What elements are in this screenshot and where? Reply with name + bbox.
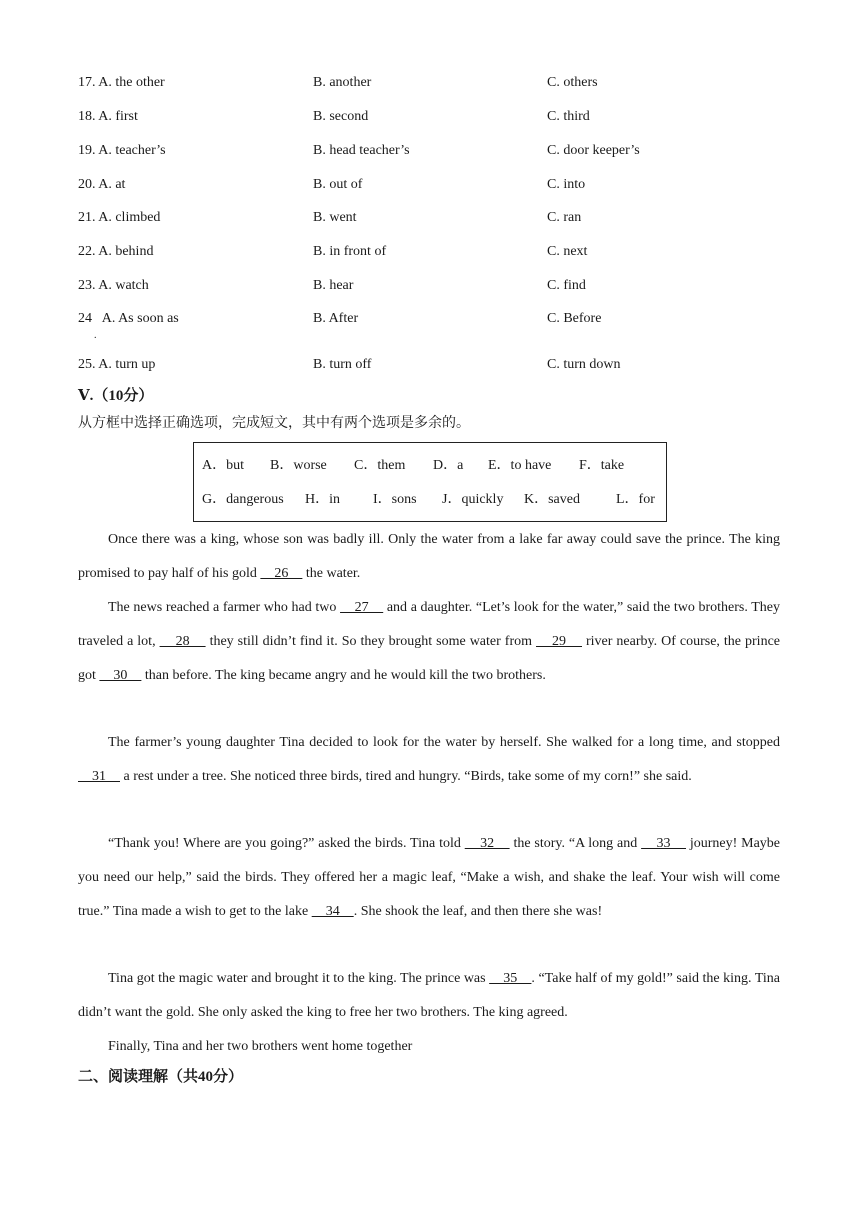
blank-27: 27 (340, 600, 384, 615)
word-option: D．a (433, 458, 464, 473)
option-row-24 (78, 309, 798, 341)
passage-text: the story. “A long and (509, 836, 642, 851)
option-row-25 (78, 355, 798, 375)
passage-text: they still didn’t find it. So they brought some water from (205, 633, 536, 649)
option-a: 19. A. teacher’s (78, 143, 166, 158)
passage-text: Tina got the magic water and brought it to the king. The prince was (108, 971, 490, 986)
passage-paragraph-2 (78, 591, 780, 692)
passage-paragraph-6: Finally, Tina and her two brothers went home together (108, 1039, 413, 1054)
option-b: B. hear (313, 278, 354, 293)
blank-35: 35 (489, 971, 532, 986)
option-a: 17. A. the other (78, 75, 165, 90)
word-option: E．to have (488, 458, 552, 473)
option-row-17 (78, 73, 798, 93)
option-row-19 (78, 141, 798, 161)
blank-26: 26 (260, 565, 303, 581)
blank-34: 34 (311, 903, 354, 919)
option-b: B. another (313, 75, 372, 90)
option-row-21 (78, 208, 798, 228)
option-b: B. went (313, 210, 357, 225)
passage-text: The news reached a farmer who had two (108, 600, 341, 615)
option-b: B. After (313, 311, 359, 326)
passage-text: “Thank you! Where are you going?” asked the birds. Tina told (108, 836, 465, 851)
option-a: 24 A. As soon as (78, 311, 179, 326)
option-row-20 (78, 175, 798, 195)
passage-text: river nearby. Of course, the prince got (78, 633, 780, 683)
option-c: C. turn down (547, 357, 621, 372)
word-option: L．for (616, 492, 655, 507)
option-a: 18. A. first (78, 109, 138, 124)
blank-30: 30 (99, 667, 142, 683)
option-b: B. turn off (313, 357, 372, 372)
option-row-23 (78, 276, 798, 296)
passage-paragraph-3 (78, 726, 780, 794)
option-row-22 (78, 242, 798, 262)
option-c: C. into (547, 177, 586, 192)
word-option: F．take (579, 458, 625, 473)
option-a: 23. A. watch (78, 278, 149, 293)
blank-31: 31 (78, 768, 120, 784)
word-option: C．them (354, 458, 406, 473)
passage-text: . She shook the leaf, and then there she was! (353, 903, 603, 919)
option-b: B. second (313, 109, 369, 124)
passage-text: and a daughter. “Let’s look for the water,” said the two brothers. They traveled a lot, (78, 600, 781, 649)
passage-text: The farmer’s young daughter Tina decided to look for the water by herself. She walked for a long time, and stopped (108, 735, 780, 750)
section-heading: 二、阅读理解（共40分） (78, 1069, 244, 1085)
option-c: C. Before (547, 311, 602, 326)
option-b: B. in front of (313, 244, 387, 259)
option-a: 22. A. behind (78, 244, 154, 259)
passage-text: the water. (302, 565, 361, 581)
option-c: C. others (547, 75, 598, 90)
blank-32: 32 (464, 836, 510, 851)
passage-text: a rest under a tree. She noticed three birds, tired and hungry. “Birds, take some of my corn!” she said. (120, 768, 692, 784)
blank-29: 29 (536, 633, 582, 649)
word-option: G．dangerous (202, 492, 284, 507)
passage-text: journey! Maybe you need our help,” said the birds. They offered her a magic leaf, “Make a wish, and shake the leaf. Your wish will come true.” Tina made a wish to get to the lake (78, 836, 781, 919)
passage-text: . “Take half of my gold!” said the king. Tina didn’t want the gold. She only asked the king to free her two brothers. The king agreed. (78, 971, 780, 1020)
section-heading: Ⅴ.（10分） (78, 388, 154, 404)
word-option: H．in (305, 492, 340, 507)
passage-paragraph-5 (78, 962, 780, 1030)
passage-text: than before. The king became angry and he would kill the two brothers. (141, 667, 546, 683)
option-a: 21. A. climbed (78, 210, 161, 225)
option-a: 20. A. at (78, 177, 126, 192)
section-instruction: 从方框中选择正确选项，完成短文，其中有两个选项是多余的。 (78, 416, 470, 431)
option-c: C. next (547, 244, 588, 259)
option-c: C. find (547, 278, 586, 293)
passage-paragraph-1 (78, 523, 780, 591)
option-c: C. third (547, 109, 590, 124)
word-box (193, 442, 667, 522)
word-option: B．worse (270, 458, 327, 473)
word-option: J．quickly (442, 492, 504, 507)
stray-dot: . (94, 330, 97, 341)
blank-33: 33 (641, 836, 686, 851)
word-option: K．saved (524, 492, 580, 507)
option-b: B. out of (313, 177, 363, 192)
option-row-18 (78, 107, 798, 127)
blank-28: 28 (159, 633, 206, 649)
passage-paragraph-4 (78, 827, 780, 928)
option-c: C. ran (547, 210, 582, 225)
option-a: 25. A. turn up (78, 357, 156, 372)
option-b: B. head teacher’s (313, 143, 410, 158)
word-option: A．but (202, 458, 244, 473)
word-option: I．sons (373, 492, 417, 507)
passage-text: Once there was a king, whose son was badly ill. Only the water from a lake far away could save the prince. The king promised to pay half of his gold (78, 532, 780, 581)
option-c: C. door keeper’s (547, 143, 640, 158)
